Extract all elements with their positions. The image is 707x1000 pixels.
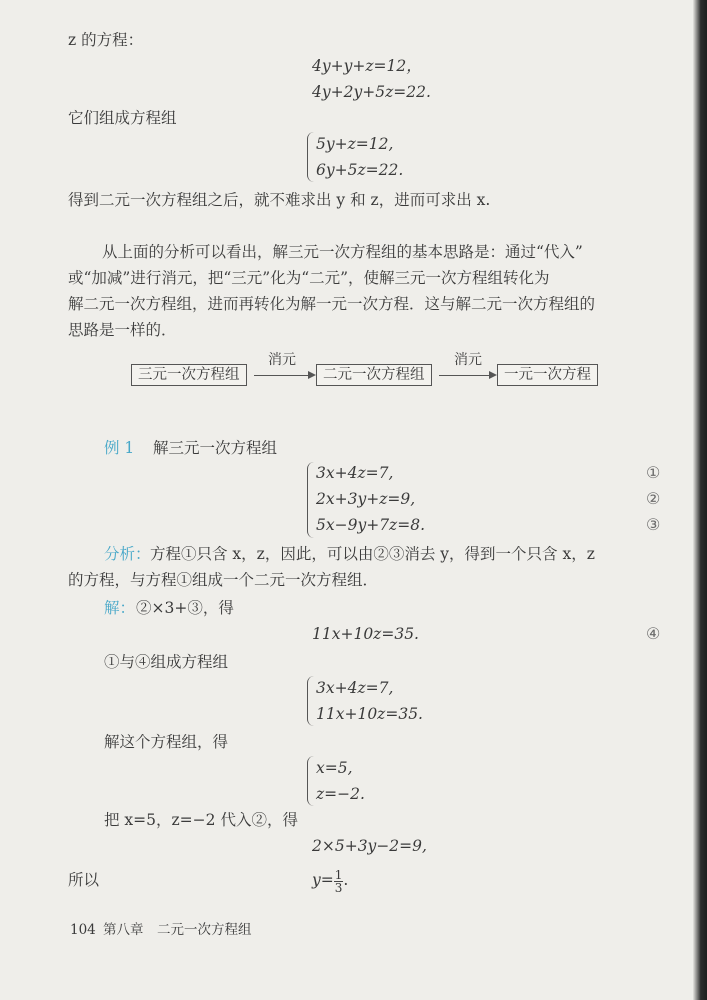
flow-arrow bbox=[254, 375, 314, 376]
equation-number: ③ bbox=[646, 515, 661, 534]
text-line: 得到二元一次方程组之后，就不难求出 y 和 z，进而可求出 x. bbox=[68, 191, 491, 209]
result-lhs: y= bbox=[312, 871, 334, 889]
equation: 3x+4z=7, bbox=[316, 464, 394, 482]
flow-arrow-label: 消元 bbox=[268, 352, 296, 368]
page-edge-shadow bbox=[693, 0, 707, 1000]
equation: 2×5+3y−2=9, bbox=[312, 837, 427, 855]
system-brace bbox=[307, 132, 314, 182]
analysis-line: 方程①只含 x，z，因此，可以由②③消去 y，得到一个只含 x，z bbox=[150, 545, 595, 563]
solution-step: 解这个方程组，得 bbox=[104, 733, 229, 751]
paragraph-line: 解二元一次方程组，进而再转化为解一元一次方程．这与解二元一次方程组的 bbox=[68, 295, 596, 313]
analysis-line: 的方程，与方程①组成一个二元一次方程组． bbox=[68, 571, 379, 589]
equation: 6y+5z=22. bbox=[316, 161, 404, 179]
solution-step: ①与④组成方程组 bbox=[104, 653, 229, 671]
flow-arrow bbox=[439, 375, 495, 376]
equation: 3x+4z=7, bbox=[316, 679, 394, 697]
equation: 4y+y+z=12， bbox=[312, 57, 422, 75]
equation-number: ② bbox=[646, 489, 661, 508]
equation: 2x+3y+z=9, bbox=[316, 490, 416, 508]
equation: 4y+2y+5z=22. bbox=[312, 83, 431, 101]
paragraph-line: 或“加减”进行消元，把“三元”化为“二元”，使解三元一次方程组转化为 bbox=[68, 269, 550, 287]
fraction bbox=[334, 869, 344, 894]
equation: x=5, bbox=[316, 759, 353, 777]
chapter-title: 第八章 二元一次方程组 bbox=[103, 922, 252, 938]
analysis-label: 分析： bbox=[104, 545, 151, 563]
equation: 11x+10z=35. bbox=[316, 705, 423, 723]
system-brace bbox=[307, 676, 314, 726]
result-equation bbox=[312, 866, 348, 894]
flow-box-binary: 二元一次方程组 bbox=[316, 364, 432, 386]
solution-step: 所以 bbox=[68, 871, 100, 889]
page-number: 104 bbox=[70, 922, 96, 938]
fraction-denominator: 3 bbox=[334, 880, 343, 895]
system-brace bbox=[307, 462, 314, 538]
paragraph-line: 思路是一样的． bbox=[68, 321, 177, 339]
equation: 11x+10z=35. bbox=[312, 625, 419, 643]
equation: 5y+z=12, bbox=[316, 135, 394, 153]
solution-step: ②×3+③，得 bbox=[136, 599, 234, 617]
paragraph-line: 从上面的分析可以看出，解三元一次方程组的基本思路是：通过“代入” bbox=[102, 243, 583, 261]
text-line: z 的方程： bbox=[68, 31, 144, 49]
solution-step: 把 x=5，z=−2 代入②，得 bbox=[104, 811, 298, 829]
text-line: 它们组成方程组 bbox=[68, 109, 177, 127]
result-period: . bbox=[343, 871, 349, 889]
equation: z=−2. bbox=[316, 785, 365, 803]
equation: 5x−9y+7z=8. bbox=[316, 516, 425, 534]
example-title: 解三元一次方程组 bbox=[153, 439, 278, 457]
flow-box-linear: 一元一次方程 bbox=[497, 364, 598, 386]
equation-number: ① bbox=[646, 463, 661, 482]
system-brace bbox=[307, 756, 314, 806]
fraction-numerator: 1 bbox=[334, 867, 343, 882]
equation-number: ④ bbox=[646, 624, 661, 643]
flow-box-ternary: 三元一次方程组 bbox=[131, 364, 247, 386]
example-label: 例 1 bbox=[104, 439, 135, 457]
solution-label: 解： bbox=[104, 599, 136, 617]
flow-arrow-label: 消元 bbox=[454, 352, 482, 368]
